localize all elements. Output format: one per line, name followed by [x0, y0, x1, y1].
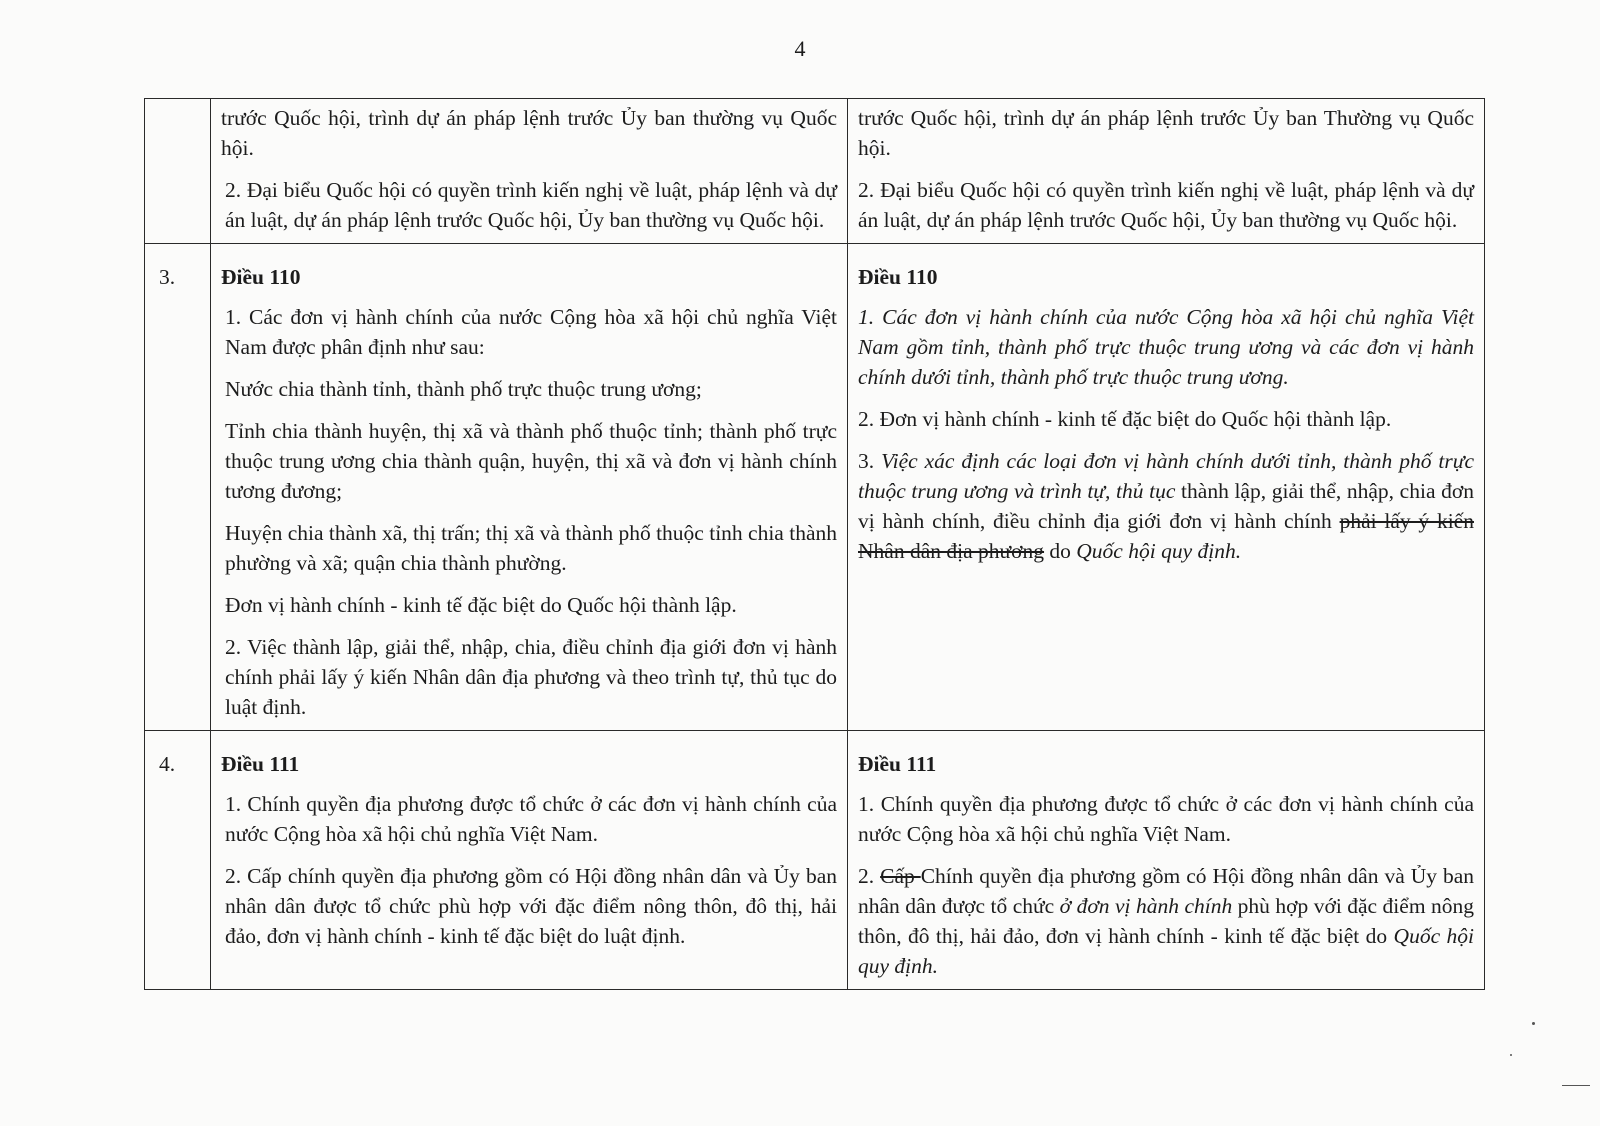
text-run: do	[1044, 539, 1077, 563]
amended-text: Quốc hội quy định.	[858, 924, 1474, 978]
paragraph: Tỉnh chia thành huyện, thị xã và thành phố thuộc tỉnh; thành phố trực thuộc trung ương chia thành quận, huyện, thị xã và đơn vị hành chính tương đương;	[225, 419, 837, 503]
table-row	[145, 731, 1485, 990]
table-row	[145, 244, 1485, 731]
paragraph: 1. Chính quyền địa phương được tổ chức ở các đơn vị hành chính của nước Cộng hòa xã hội chủ nghĩa Việt Nam.	[858, 792, 1474, 846]
scan-speck	[1562, 1085, 1590, 1086]
text-run: Chính quyền địa phương gồm có Hội đồng nhân dân và Ủy ban nhân dân được tổ chức	[858, 864, 1475, 918]
text-run: thành lập, giải thể, nhập, chia đơn vị hành chính, điều chỉnh địa giới đơn vị hành chính	[858, 479, 1474, 533]
text-run: 2.	[858, 864, 881, 888]
row-number	[145, 99, 211, 244]
deleted-text: Cấp	[880, 864, 921, 888]
row-number: 4.	[145, 731, 211, 990]
article-title: Điều 111	[221, 752, 300, 776]
paragraph: 1. Các đơn vị hành chính của nước Cộng hòa xã hội chủ nghĩa Việt Nam được phân định như sau:	[225, 305, 837, 359]
paragraph	[858, 861, 1474, 981]
row-number: 3.	[145, 244, 211, 731]
article-title: Điều 110	[221, 265, 301, 289]
amended-text: ở đơn vị hành chính	[1059, 894, 1233, 918]
text-run: phù hợp với đặc điểm nông thôn, đô thị, hải đảo, đơn vị hành chính - kinh tế đặc biệt do	[858, 894, 1474, 948]
paragraph: 1. Các đơn vị hành chính của nước Cộng hòa xã hội chủ nghĩa Việt Nam gồm tỉnh, thành phố trực thuộc trung ương và các đơn vị hành chính dưới tỉnh, thành phố trực thuộc trung ương.	[858, 305, 1474, 389]
article-title: Điều 111	[858, 752, 937, 776]
paragraph: Nước chia thành tỉnh, thành phố trực thuộc trung ương;	[225, 377, 702, 401]
amended-text: Việc xác định các loại đơn vị hành chính dưới tỉnh, thành phố trực thuộc trung ương và trình tự, thủ tục	[858, 449, 1474, 503]
paragraph	[858, 446, 1474, 566]
scan-speck	[1510, 1054, 1512, 1056]
paragraph: Huyện chia thành xã, thị trấn; thị xã và thành phố thuộc tỉnh chia thành phường và xã; quận chia thành phường.	[225, 521, 837, 575]
paragraph: 2. Việc thành lập, giải thể, nhập, chia, điều chỉnh địa giới đơn vị hành chính phải lấy ý kiến Nhân dân địa phương và theo trình tự, thủ tục do luật định.	[225, 635, 837, 719]
paragraph: 2. Đại biểu Quốc hội có quyền trình kiến nghị về luật, pháp lệnh và dự án luật, dự án pháp lệnh trước Quốc hội, Ủy ban thường vụ Quốc hội.	[858, 178, 1474, 232]
old-text-cell	[211, 731, 848, 990]
old-text-cell	[211, 99, 848, 244]
paragraph: 2. Cấp chính quyền địa phương gồm có Hội đồng nhân dân và Ủy ban nhân dân được tổ chức phù hợp với đặc điểm nông thôn, đô thị, hải đảo, đơn vị hành chính - kinh tế đặc biệt do luật định.	[225, 864, 837, 948]
old-text-cell	[211, 244, 848, 731]
scan-speck	[1532, 1022, 1535, 1025]
new-text-cell	[848, 731, 1485, 990]
paragraph: trước Quốc hội, trình dự án pháp lệnh trước Ủy ban thường vụ Quốc hội.	[221, 106, 837, 160]
table-row	[145, 99, 1485, 244]
new-text-cell	[848, 99, 1485, 244]
new-text-cell	[848, 244, 1485, 731]
paragraph: 1. Chính quyền địa phương được tổ chức ở các đơn vị hành chính của nước Cộng hòa xã hội chủ nghĩa Việt Nam.	[225, 792, 837, 846]
paragraph: trước Quốc hội, trình dự án pháp lệnh trước Ủy ban Thường vụ Quốc hội.	[858, 106, 1474, 160]
amended-text: Quốc hội quy định.	[1076, 539, 1242, 563]
page-number: 4	[794, 36, 806, 61]
paragraph: 2. Đơn vị hành chính - kinh tế đặc biệt do Quốc hội thành lập.	[858, 407, 1392, 431]
text-run: 3.	[858, 449, 882, 473]
comparison-table	[144, 98, 1485, 990]
paragraph: 2. Đại biểu Quốc hội có quyền trình kiến nghị về luật, pháp lệnh và dự án luật, dự án pháp lệnh trước Quốc hội, Ủy ban thường vụ Quốc hội.	[225, 178, 837, 232]
article-title: Điều 110	[858, 265, 938, 289]
paragraph: Đơn vị hành chính - kinh tế đặc biệt do Quốc hội thành lập.	[225, 593, 737, 617]
deleted-text: phải lấy ý kiến Nhân dân địa phương	[858, 509, 1474, 563]
